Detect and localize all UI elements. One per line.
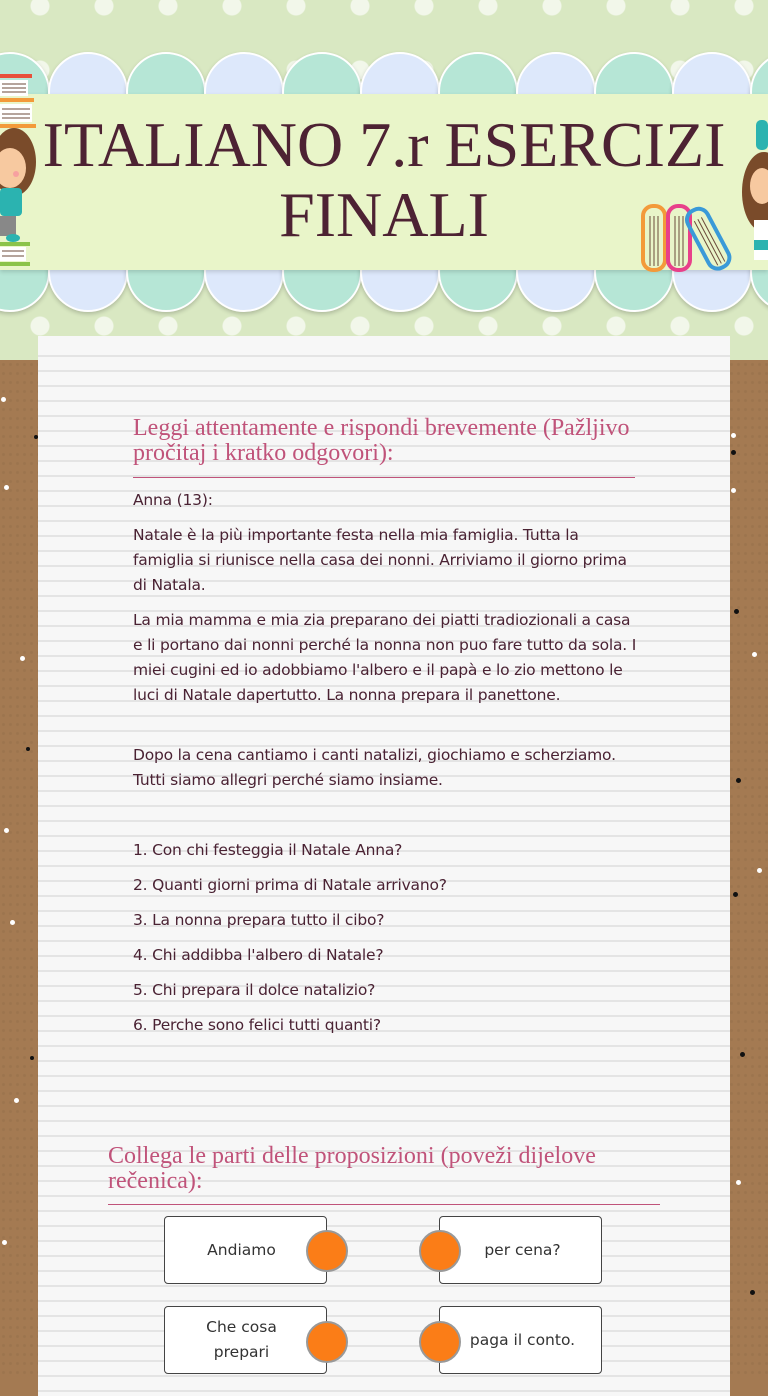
decor-dot — [2, 1240, 7, 1245]
passage-paragraph-2: La mia mamma e mia zia preparano dei piatti tradiozionali a casa e li portano dai nonni perché la nonna non puo fare tutto da sola. I miei cugini ed io adobbiamo l'albero e il papà e lo zio mettono le luci di Natale dapertutto. La nonna prepara il panettone. — [133, 611, 637, 704]
question-2: 2. Quanti giorni prima di Natale arrivano? — [133, 876, 447, 894]
match-left-item-2[interactable] — [164, 1306, 327, 1374]
decor-dot — [4, 828, 9, 833]
decor-dot — [731, 433, 736, 438]
match-right-label: paga il conto. — [469, 1330, 576, 1349]
match-right-item-2[interactable] — [439, 1306, 602, 1374]
decor-dot — [733, 892, 738, 897]
match-left-label: Che cosa prepari — [206, 1318, 277, 1361]
decor-dot — [752, 652, 757, 657]
question-1: 1. Con chi festeggia il Natale Anna? — [133, 841, 403, 859]
passage-paragraph-1: Natale è la più importante festa nella mia famiglia. Tutta la famiglia si riunisce nella casa dei nonni. Arriviamo il giorno prima di Natala. — [133, 526, 627, 594]
question-5: 5. Chi prepara il dolce natalizio? — [133, 981, 376, 999]
match-right-connector-2[interactable] — [419, 1321, 461, 1363]
decor-dot — [30, 1056, 34, 1060]
page-title — [0, 110, 768, 250]
decor-dot — [736, 1180, 741, 1185]
question-4: 4. Chi addibba l'albero di Natale? — [133, 946, 384, 964]
decor-dot — [26, 747, 30, 751]
match-right-connector-1[interactable] — [419, 1230, 461, 1272]
decor-dot — [736, 778, 741, 783]
decor-dot — [20, 656, 25, 661]
match-left-item-1[interactable] — [164, 1216, 327, 1284]
match-left-connector-1[interactable] — [306, 1230, 348, 1272]
title-line-2: FINALI — [279, 179, 489, 250]
reading-section-heading: Leggi attentamente e rispondi brevemente (Pažljivo pročitaj i kratko odgovori): — [133, 415, 630, 466]
decor-dot — [750, 1290, 755, 1295]
matching-section-heading: Collega le parti delle proposizioni (poveži dijelove rečenica): — [108, 1143, 596, 1194]
question-3: 3. La nonna prepara tutto il cibo? — [133, 911, 385, 929]
decor-dot — [4, 485, 9, 490]
decor-dot — [731, 488, 736, 493]
decor-dot — [740, 1052, 745, 1057]
decor-dot — [10, 920, 15, 925]
match-right-item-1[interactable] — [439, 1216, 602, 1284]
question-6: 6. Perche sono felici tutti quanti? — [133, 1016, 381, 1034]
decor-dot — [14, 1098, 19, 1103]
decor-dot — [734, 609, 739, 614]
section-divider — [108, 1204, 660, 1205]
section-divider — [133, 477, 635, 478]
passage-author: Anna (13): — [133, 491, 213, 509]
decor-dot — [1, 397, 6, 402]
match-right-label: per cena? — [484, 1240, 561, 1259]
title-line-1: ITALIANO 7.r ESERCIZI — [42, 109, 726, 180]
match-left-connector-2[interactable] — [306, 1321, 348, 1363]
decor-dot — [757, 868, 762, 873]
match-left-label: Andiamo — [207, 1240, 276, 1259]
passage-paragraph-3: Dopo la cena cantiamo i canti natalizi, giochiamo e scherziamo. Tutti siamo allegri perché siamo insiame. — [133, 746, 616, 789]
decor-dot — [731, 450, 736, 455]
